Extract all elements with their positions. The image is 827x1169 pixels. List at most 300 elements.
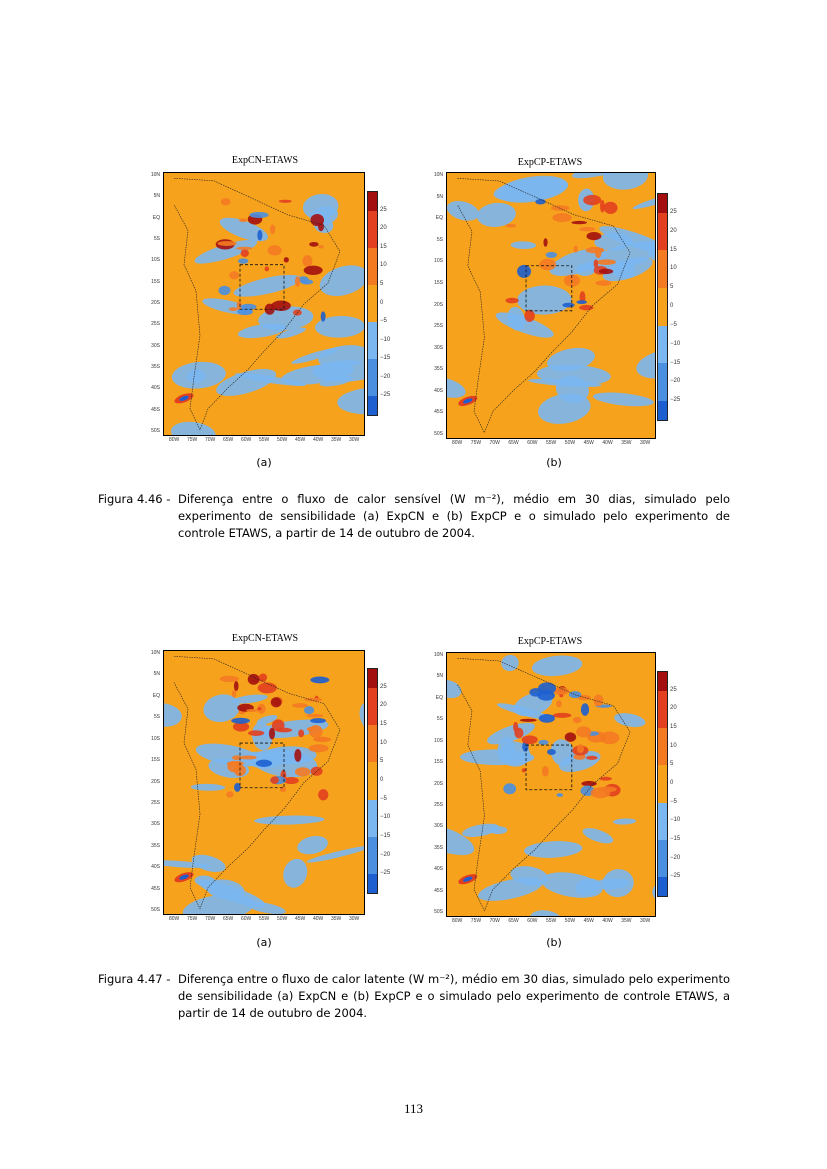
colorbar-swatch <box>368 725 377 744</box>
longitude-tick-label: 60W <box>527 440 538 446</box>
longitude-tick-label: 35W <box>621 918 632 924</box>
colorbar-tick-label: 10 <box>670 742 677 749</box>
field-patch <box>542 766 549 776</box>
colorbar-swatch <box>658 877 667 896</box>
field-patch <box>217 241 236 246</box>
longitude-tick-label: 30W <box>349 437 360 443</box>
field-patch <box>586 756 598 760</box>
longitude-tick-label: 55W <box>259 437 270 443</box>
colorbar-tick-label: 10 <box>670 265 677 272</box>
field-patch <box>538 740 548 745</box>
latitude-tick-label: 5S <box>436 236 443 243</box>
field-patch <box>219 286 231 295</box>
colorbar-swatch <box>368 800 377 819</box>
field-patch <box>310 718 326 723</box>
map-field <box>447 653 655 916</box>
colorbar-swatch <box>658 709 667 728</box>
field-patch <box>579 305 593 310</box>
colorbar-labels-447a <box>380 668 400 892</box>
latitude-tick-label: EQ <box>435 215 443 222</box>
longitude-tick-label: 30W <box>640 918 651 924</box>
longitude-tick-label: 30W <box>349 916 360 922</box>
latitude-tick-label: 20S <box>151 300 160 306</box>
field-patch <box>256 760 272 767</box>
caption-text: Diferença entre o fluxo de calor sensível (W m⁻²), médio em 30 dias, simulado pelo experimento de sensibilidade (a) ExpCN e (b) ExpCP e o simulado pelo experimento de controle ETAWS, a partir de 14 de outubro de 2004. <box>178 492 730 540</box>
colorbar-tick-label: −25 <box>380 870 391 877</box>
colorbar-swatch <box>368 322 377 341</box>
longitude-tick-label: 45W <box>583 918 594 924</box>
longitude-tick-label: 65W <box>508 440 519 446</box>
field-patch <box>226 791 233 797</box>
map-field <box>447 173 655 438</box>
field-patch <box>599 269 613 274</box>
colorbar-swatch <box>658 672 667 691</box>
field-patch <box>292 703 307 708</box>
colorbar-tick-label: 5 <box>380 280 384 287</box>
colorbar-swatch <box>368 303 377 322</box>
latitude-tick-label: 25S <box>434 801 443 808</box>
longitude-tick-label: 75W <box>470 918 482 924</box>
colorbar-tick-label: 0 <box>380 299 384 306</box>
longitude-tick-label: 80W <box>452 440 463 446</box>
colorbar-labels-447b <box>670 671 690 895</box>
lat-labels-446a <box>142 172 162 434</box>
colorbar-tick-label: 5 <box>380 758 384 765</box>
field-patch <box>229 271 239 279</box>
colorbar-tick-label: −10 <box>380 814 391 821</box>
field-patch <box>538 682 556 694</box>
latitude-tick-label: 30S <box>434 823 443 830</box>
field-patch <box>547 749 556 755</box>
field-patch <box>597 259 616 265</box>
field-patch <box>306 714 323 717</box>
longitude-tick-label: 50W <box>564 440 576 446</box>
colorbar-tick-label: −5 <box>670 798 677 805</box>
latitude-tick-label: 15S <box>434 279 443 286</box>
colorbar-tick-label: 20 <box>670 227 677 234</box>
field-patch <box>583 195 601 205</box>
colorbar-swatch <box>368 341 377 360</box>
field-patch <box>270 224 275 234</box>
colorbar-swatch <box>658 288 667 307</box>
latitude-tick-label: 5S <box>153 236 160 242</box>
colorbar-tick-label: 20 <box>380 225 387 232</box>
lon-labels-446b <box>446 440 654 448</box>
colorbar-tick-label: −20 <box>670 854 681 861</box>
field-patch <box>576 726 591 737</box>
field-patch <box>539 714 555 723</box>
field-patch <box>268 245 282 255</box>
colorbar-swatch <box>368 818 377 837</box>
longitude-tick-label: 40W <box>313 437 324 443</box>
colorbar-swatch <box>658 803 667 822</box>
field-patch <box>294 749 301 762</box>
colorbar-swatch <box>368 874 377 893</box>
colorbar-tick-label: 25 <box>380 206 387 213</box>
colorbar-tick-label: −5 <box>380 795 387 802</box>
caption-label: Figura 4.47 - <box>98 972 171 986</box>
colorbar-tick-label: −15 <box>380 355 391 362</box>
colorbar-swatch <box>658 326 667 345</box>
longitude-tick-label: 50W <box>564 918 576 924</box>
field-patch <box>559 694 563 697</box>
field-patch <box>309 242 318 247</box>
colorbar-swatch <box>658 765 667 784</box>
latitude-tick-label: 10S <box>151 735 160 742</box>
lat-labels-447a <box>142 650 162 913</box>
map-latent-heat-expcp <box>446 652 656 917</box>
colorbar-swatch <box>658 821 667 840</box>
field-patch <box>295 276 300 287</box>
field-patch <box>231 718 250 724</box>
field-patch <box>596 280 612 286</box>
colorbar-tick-label: 10 <box>380 739 387 746</box>
field-patch <box>556 793 563 797</box>
latitude-tick-label: 5N <box>436 193 443 200</box>
latitude-tick-label: 35S <box>434 844 443 851</box>
latitude-tick-label: 10S <box>434 258 443 265</box>
field-patch <box>309 725 323 738</box>
colorbar-swatch <box>368 688 377 707</box>
field-patch <box>265 266 270 271</box>
colorbar-tick-label: −10 <box>380 336 391 343</box>
latitude-tick-label: 50S <box>151 428 160 434</box>
longitude-tick-label: 75W <box>187 437 198 443</box>
map-field <box>164 651 364 914</box>
latitude-tick-label: 30S <box>434 344 443 351</box>
field-patch <box>546 252 557 258</box>
lon-labels-447b <box>446 918 654 926</box>
colorbar-swatch <box>368 837 377 856</box>
map-title-447b: ExpCP-ETAWS <box>517 636 583 647</box>
colorbar-tick-label: −5 <box>670 321 677 328</box>
field-patch <box>271 697 282 707</box>
map-title-446b: ExpCP-ETAWS <box>517 157 583 168</box>
field-patch <box>506 298 519 304</box>
longitude-tick-label: 40W <box>602 440 613 446</box>
field-patch <box>239 218 247 222</box>
field-patch <box>514 728 523 739</box>
latitude-tick-label: 5S <box>436 716 443 723</box>
latitude-tick-label: 25S <box>151 799 160 806</box>
colorbar-swatch <box>368 856 377 875</box>
latitude-tick-label: 40S <box>151 864 160 871</box>
field-patch <box>270 776 278 784</box>
field-patch <box>304 266 323 275</box>
field-patch <box>318 245 323 248</box>
field-patch <box>279 200 292 203</box>
longitude-tick-label: 60W <box>241 916 252 922</box>
field-patch <box>594 259 598 268</box>
field-patch <box>321 311 326 321</box>
colorbar-tick-label: 5 <box>670 284 674 291</box>
field-patch <box>284 257 289 262</box>
colorbar-swatch <box>368 248 377 267</box>
colorbar-tick-label: −20 <box>670 378 681 385</box>
colorbar-tick-label: 25 <box>670 686 677 693</box>
field-patch <box>556 700 562 707</box>
field-patch <box>302 255 312 267</box>
longitude-tick-label: 80W <box>169 437 180 443</box>
sublabel-446a: (a) <box>256 456 272 469</box>
latitude-tick-label: 35S <box>151 842 160 849</box>
field-patch <box>604 202 618 214</box>
field-patch <box>598 786 616 792</box>
field-patch <box>258 682 277 693</box>
colorbar-446b <box>657 193 668 421</box>
colorbar-swatch <box>658 784 667 803</box>
colorbar-swatch <box>658 859 667 878</box>
field-patch <box>552 213 571 222</box>
longitude-tick-label: 40W <box>602 918 613 924</box>
sublabel-447a: (a) <box>256 936 272 949</box>
colorbar-447a <box>367 668 378 894</box>
colorbar-swatch <box>658 250 667 269</box>
latitude-tick-label: 50S <box>434 431 443 437</box>
latitude-tick-label: 25S <box>434 323 443 330</box>
field-patch <box>276 728 292 733</box>
field-patch <box>553 713 572 718</box>
colorbar-tick-label: −15 <box>670 359 681 366</box>
field-patch <box>586 232 601 240</box>
field-patch <box>310 676 329 683</box>
colorbar-tick-label: −10 <box>670 817 681 824</box>
map-title-447a: ExpCN-ETAWS <box>231 633 299 644</box>
latitude-tick-label: 20S <box>151 778 160 785</box>
field-patch <box>600 731 620 744</box>
caption-text: Diferença entre o fluxo de calor latente (W m⁻²), médio em 30 dias, simulado pelo experimento de sensibilidade (a) ExpCN e (b) ExpCP e o simulado pelo experimento de controle ETAWS, a partir de 14 de outubro de 2004. <box>178 972 730 1020</box>
field-patch <box>543 238 547 247</box>
field-patch <box>505 224 516 228</box>
map-sensible-heat-expcp <box>446 172 656 439</box>
longitude-tick-label: 55W <box>546 918 557 924</box>
longitude-tick-label: 60W <box>527 918 538 924</box>
colorbar-swatch <box>658 307 667 326</box>
colorbar-tick-label: −25 <box>670 873 681 880</box>
colorbar-tick-label: −15 <box>380 833 391 839</box>
sublabel-447b: (b) <box>546 936 562 949</box>
colorbar-swatch <box>368 229 377 248</box>
caption-4-46 <box>98 491 730 542</box>
latitude-tick-label: 45S <box>434 409 443 416</box>
longitude-tick-label: 80W <box>169 916 180 922</box>
longitude-tick-label: 75W <box>187 916 198 922</box>
longitude-tick-label: 30W <box>640 440 651 446</box>
longitude-tick-label: 35W <box>331 437 342 443</box>
colorbar-tick-label: −5 <box>380 318 387 325</box>
latitude-tick-label: 45S <box>151 885 160 892</box>
longitude-tick-label: 40W <box>313 916 324 922</box>
colorbar-tick-label: −20 <box>380 851 391 858</box>
colorbar-tick-label: 15 <box>380 243 387 250</box>
colorbar-swatch <box>658 213 667 232</box>
lon-labels-447a <box>163 916 363 924</box>
field-patch <box>562 303 574 308</box>
longitude-tick-label: 75W <box>470 440 482 446</box>
field-patch <box>301 279 313 284</box>
longitude-tick-label: 70W <box>205 437 216 443</box>
field-patch <box>309 744 329 752</box>
latitude-tick-label: 35S <box>151 364 160 370</box>
colorbar-swatch <box>368 378 377 397</box>
colorbar-swatch <box>368 706 377 725</box>
latitude-tick-label: 10N <box>433 652 443 658</box>
colorbar-swatch <box>658 691 667 710</box>
field-patch <box>520 719 537 722</box>
colorbar-tick-label: 10 <box>380 262 387 269</box>
field-patch <box>240 755 257 759</box>
colorbar-swatch <box>658 232 667 251</box>
colorbar-swatch <box>368 266 377 285</box>
latitude-tick-label: 5S <box>153 714 160 721</box>
colorbar-swatch <box>658 382 667 401</box>
longitude-tick-label: 65W <box>508 918 519 924</box>
latitude-tick-label: 5N <box>153 671 160 678</box>
colorbar-labels-446b <box>670 193 690 419</box>
field-patch <box>232 690 236 698</box>
latitude-tick-label: 40S <box>434 387 443 394</box>
field-patch <box>269 728 275 740</box>
latitude-tick-label: 10N <box>150 650 160 656</box>
field-patch <box>581 703 589 716</box>
latitude-tick-label: 25S <box>151 321 160 328</box>
latitude-tick-label: 40S <box>151 385 160 392</box>
latitude-tick-label: EQ <box>435 694 443 701</box>
map-sensible-heat-expcn <box>163 172 365 436</box>
field-patch <box>241 249 249 257</box>
latitude-tick-label: EQ <box>152 214 160 221</box>
colorbar-tick-label: 0 <box>670 303 674 309</box>
longitude-tick-label: 45W <box>583 440 594 446</box>
field-patch <box>229 307 238 311</box>
longitude-tick-label: 70W <box>205 916 216 922</box>
colorbar-tick-label: −25 <box>380 392 391 399</box>
field-patch <box>524 310 534 322</box>
colorbar-swatch <box>368 396 377 415</box>
field-patch <box>250 212 269 218</box>
colorbar-tick-label: 20 <box>380 702 387 709</box>
latitude-tick-label: 10S <box>151 257 160 264</box>
colorbar-swatch <box>368 781 377 800</box>
field-patch <box>565 732 576 741</box>
lat-labels-446b <box>425 172 445 437</box>
caption-4-47 <box>98 971 730 1022</box>
field-patch <box>295 767 310 776</box>
longitude-tick-label: 50W <box>277 916 288 922</box>
field-patch <box>577 744 584 753</box>
field-patch <box>221 198 231 205</box>
colorbar-tick-label: −15 <box>670 836 681 842</box>
colorbar-swatch <box>368 192 377 211</box>
colorbar-swatch <box>658 363 667 382</box>
field-patch <box>522 768 527 772</box>
map-title-446a: ExpCN-ETAWS <box>231 155 299 166</box>
field-patch <box>522 735 538 744</box>
longitude-tick-label: 70W <box>489 918 500 924</box>
colorbar-tick-label: 25 <box>670 208 677 215</box>
map-latent-heat-expcn <box>163 650 365 915</box>
map-field <box>164 173 364 435</box>
colorbar-swatch <box>658 401 667 420</box>
colorbar-tick-label: 25 <box>380 683 387 690</box>
page-number: 113 <box>403 1101 424 1116</box>
longitude-tick-label: 45W <box>295 916 306 922</box>
latitude-tick-label: 20S <box>434 301 443 308</box>
field-patch <box>280 786 286 792</box>
colorbar-swatch <box>658 747 667 766</box>
colorbar-swatch <box>658 840 667 859</box>
latitude-tick-label: 50S <box>151 907 160 913</box>
field-patch <box>586 247 605 253</box>
latitude-tick-label: 5N <box>436 673 443 680</box>
field-patch <box>298 729 304 737</box>
colorbar-tick-label: −20 <box>380 373 391 380</box>
latitude-tick-label: 45S <box>434 887 443 894</box>
latitude-tick-label: EQ <box>152 692 160 699</box>
latitude-tick-label: 15S <box>151 278 160 285</box>
field-patch <box>569 691 581 698</box>
latitude-tick-label: 10S <box>434 737 443 744</box>
latitude-tick-label: 10N <box>433 172 443 178</box>
lon-labels-446a <box>163 437 363 445</box>
longitude-tick-label: 65W <box>223 437 234 443</box>
colorbar-swatch <box>368 211 377 230</box>
colorbar-swatch <box>368 669 377 688</box>
latitude-tick-label: 30S <box>151 342 160 349</box>
colorbar-tick-label: 15 <box>670 246 677 253</box>
colorbar-447b <box>657 671 668 897</box>
latitude-tick-label: 20S <box>434 780 443 787</box>
latitude-tick-label: 5N <box>153 193 160 200</box>
field-patch <box>284 777 299 784</box>
colorbar-tick-label: 15 <box>670 724 677 730</box>
field-patch <box>257 707 261 710</box>
field-patch <box>304 706 314 714</box>
longitude-tick-label: 50W <box>277 437 288 443</box>
colorbar-tick-label: 0 <box>380 777 384 783</box>
latitude-tick-label: 40S <box>434 866 443 873</box>
field-patch <box>318 789 328 800</box>
longitude-tick-label: 70W <box>489 440 500 446</box>
field-patch <box>257 230 262 241</box>
colorbar-tick-label: 0 <box>670 780 674 786</box>
latitude-tick-label: 50S <box>434 909 443 915</box>
longitude-tick-label: 55W <box>546 440 557 446</box>
field-patch <box>238 258 249 263</box>
colorbar-swatch <box>658 728 667 747</box>
field-patch <box>236 247 252 250</box>
colorbar-swatch <box>658 194 667 213</box>
field-patch <box>535 199 545 204</box>
latitude-tick-label: 45S <box>151 406 160 413</box>
colorbar-swatch <box>658 345 667 364</box>
caption-label: Figura 4.46 - <box>98 492 171 506</box>
colorbar-swatch <box>368 762 377 781</box>
field-patch <box>581 781 596 786</box>
longitude-tick-label: 55W <box>259 916 270 922</box>
colorbar-tick-label: 15 <box>380 721 387 727</box>
field-patch <box>248 730 264 736</box>
latitude-tick-label: 15S <box>434 759 443 766</box>
colorbar-tick-label: 20 <box>670 705 677 712</box>
longitude-tick-label: 35W <box>621 440 632 446</box>
colorbar-tick-label: −10 <box>670 340 681 347</box>
field-patch <box>573 717 582 723</box>
field-patch <box>517 265 531 278</box>
latitude-tick-label: 35S <box>434 366 443 373</box>
colorbar-tick-label: 5 <box>670 761 674 768</box>
field-patch <box>579 227 595 231</box>
